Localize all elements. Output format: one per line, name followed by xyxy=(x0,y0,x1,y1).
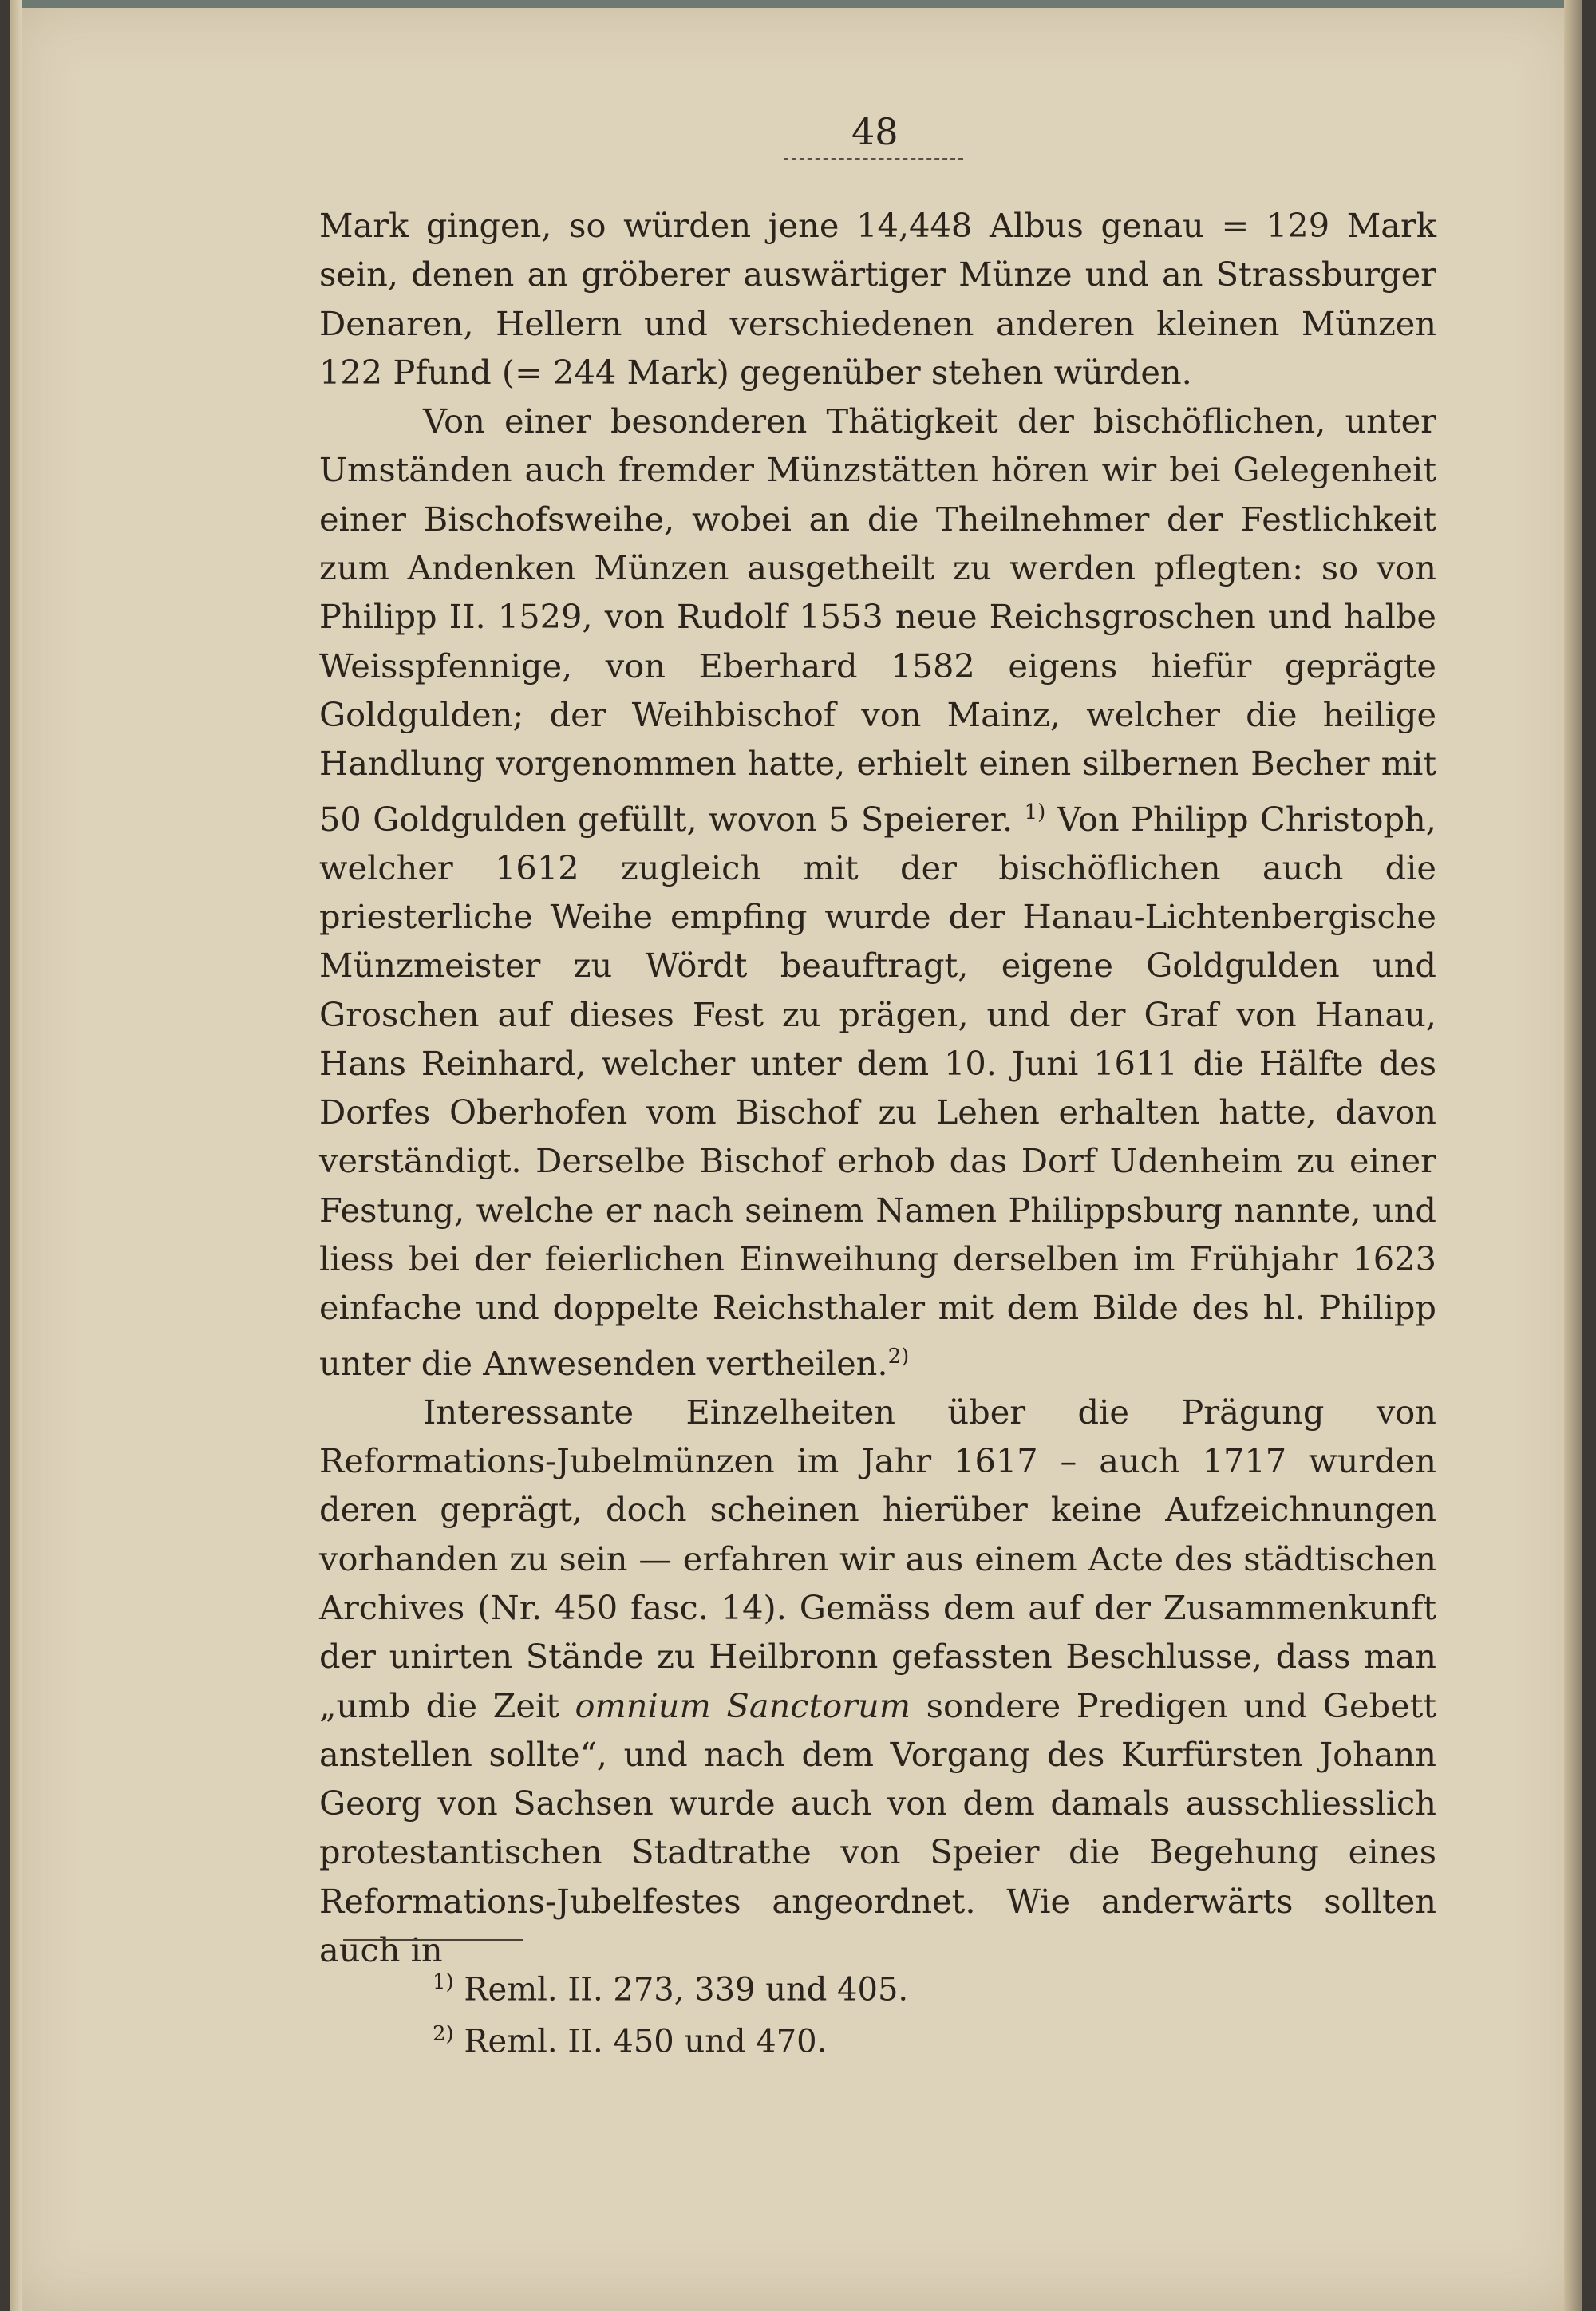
page-number-ornament xyxy=(784,158,963,160)
footnote-1 xyxy=(433,1960,908,2012)
paragraph-3-italic: omnium Sanctorum xyxy=(575,1685,911,1725)
paragraph-2-tail: Von Philipp Christoph, welcher 1612 zugleich mit der bischöflichen auch die priesterliche Weihe empfing wurde der Hanau-Lichtenbergische Münzmeister zu Wördt beauftragt, eigene Goldgulden und Groschen auf dieses Fest zu prägen, und der Graf von Hanau, Hans Reinhard, welcher unter dem 10. Juni 1611 die Hälfte des Dorfes Oberhofen vom Bischof zu Lehen erhalten hatte, davon verständigt. Derselbe Bischof erhob das Dorf Udenheim zu einer Festung, welche er nach seinem Namen Philippsburg nannte, und liess bei der feierlichen Einweihung derselben im Frühjahr 1623 einfache und doppelte Reichsthaler mit dem Bilde des hl. Philipp unter die Anwesenden vertheilen. xyxy=(319,799,1436,1383)
footnote-ref-1: 1) xyxy=(1024,800,1046,824)
paragraph-2 xyxy=(319,397,1436,1388)
paragraph-2-text: Von einer besonderen Thätigkeit der bischöflichen, unter Umständen auch fremder Münzstätten hören wir bei Gelegenheit einer Bischofsweihe, wobei an die Theilnehmer der Festlichkeit zum Andenken Münzen ausgetheilt zu werden pflegten: so von Philipp II. 1529, von Rudolf 1553 neue Reichsgroschen und halbe Weisspfennige, von Eberhard 1582 eigens hiefür geprägte Goldgulden; der Weihbischof von Mainz, welcher die heilige Handlung vorgenommen hatte, erhielt einen silbernen Becher mit 50 Goldgulden gefüllt, wovon 5 Speierer. xyxy=(319,401,1436,839)
page-number: 48 xyxy=(851,110,899,153)
footnote-2-mark: 2) xyxy=(433,2022,454,2047)
page-left-edge xyxy=(10,0,22,2311)
paragraph-1 xyxy=(319,201,1436,397)
paragraph-3-text-a: Interessante Einzelheiten über die Prägung von Reformations-Jubelmünzen im Jahr 1617 – auch 1717 wurden deren geprägt, doch scheinen hierüber keine Aufzeichnungen vorhanden zu sein — erfahren wir aus einem Acte des städtischen Archives (Nr. 450 fasc. 14). Gemäss dem auf der Zusammenkunft der unirten Stände zu Heilbronn gefassten Beschlusse, dass man „umb die Zeit xyxy=(319,1392,1436,1725)
main-text xyxy=(319,201,1436,1974)
footnote-2-text: Reml. II. 450 und 470. xyxy=(453,2023,828,2060)
book-page xyxy=(10,0,1582,2311)
paragraph-1-text: Mark gingen, so würden jene 14,448 Albus genau = 129 Mark sein, denen an gröberer auswärtiger Münze und an Strassburger Denaren, Hellern und verschiedenen anderen kleinen Münzen 122 Pfund (= 244 Mark) gegenüber stehen würden. xyxy=(319,206,1436,392)
footnote-separator xyxy=(343,1939,523,1941)
footnote-ref-2: 2) xyxy=(887,1344,910,1369)
footnote-2 xyxy=(433,2012,908,2064)
paragraph-3 xyxy=(319,1388,1436,1975)
paragraph-3-text-b: sondere Predigen und Gebett anstellen sollte“, und nach dem Vorgang des Kurfürsten Johann Georg von Sachsen wurde auch von dem damals ausschliesslich protestantischen Stadtrathe von Speier die Begehung eines Reformations-Jubelfestes angeordnet. Wie anderwärts sollten auch in xyxy=(319,1685,1436,1970)
footnotes xyxy=(433,1960,908,2064)
page-right-edge xyxy=(1564,0,1582,2311)
top-edge-band xyxy=(10,0,1582,8)
footnote-1-mark: 1) xyxy=(433,1970,454,1994)
footnote-1-text: Reml. II. 273, 339 und 405. xyxy=(453,1971,909,2009)
